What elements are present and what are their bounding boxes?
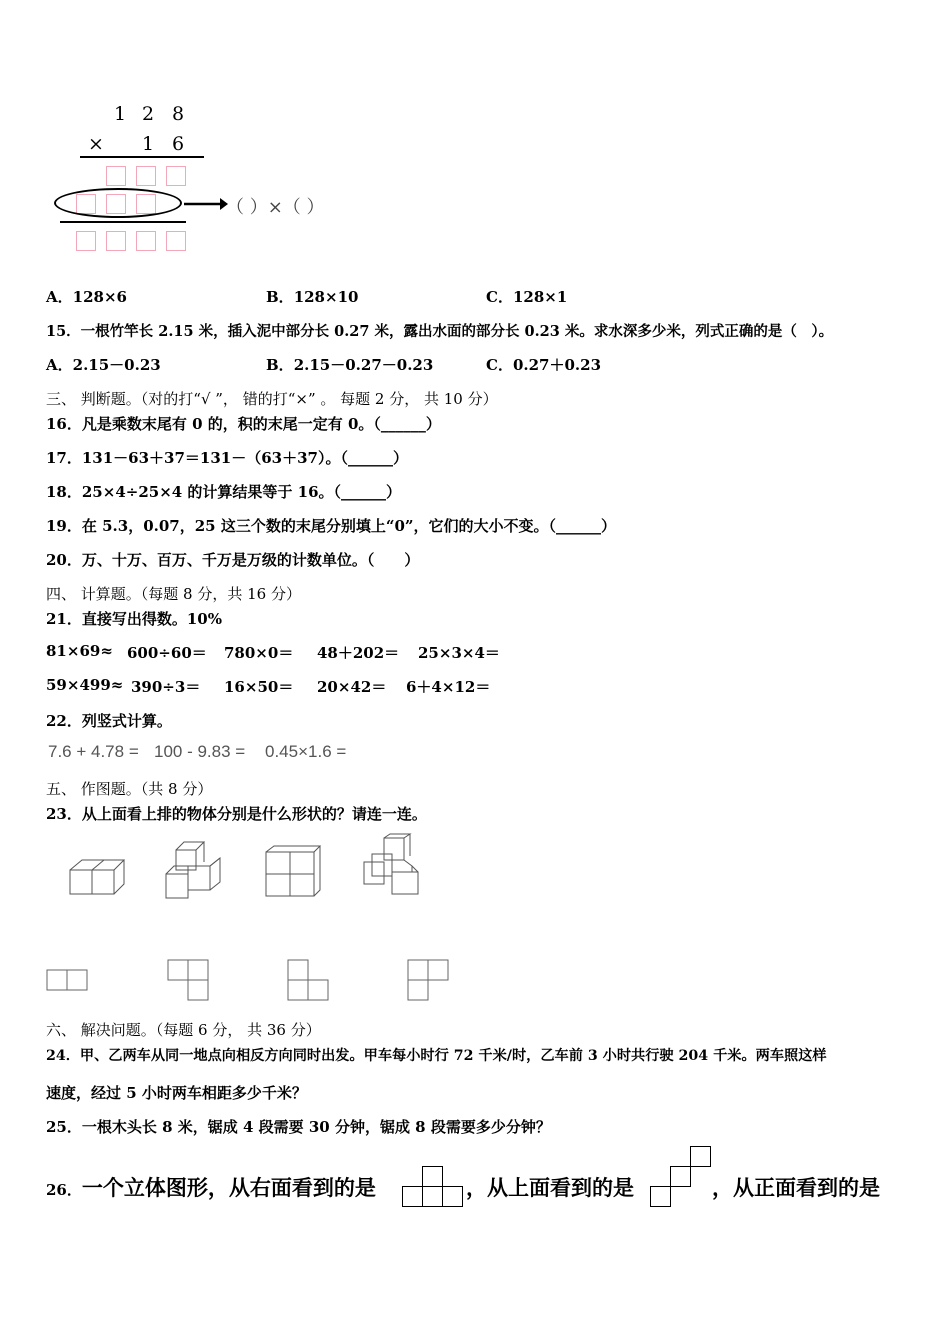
section-heading: 五、 作图题。（共 8 分） — [46, 780, 213, 798]
answer-box[interactable] — [106, 231, 126, 251]
calc-item: 16×50＝ — [224, 678, 294, 696]
answer-box[interactable] — [76, 231, 96, 251]
digit: 2 — [142, 103, 155, 125]
calc-item: 6＋4×12＝ — [406, 678, 491, 696]
option-c[interactable]: C．0.27＋0.23 — [486, 356, 602, 374]
question-25: 25．一根木头长 8 米，锯成 4 段需要 30 分钟，锯成 8 段需要多少分钟？ — [46, 1118, 551, 1136]
right-view-shape — [442, 1186, 463, 1207]
right-view-shape — [422, 1186, 443, 1207]
right-view-shape — [422, 1166, 443, 1187]
vertical-calc-expr: 7.6 + 4.78 = — [48, 742, 139, 761]
question-20: 20．万、十万、百万、千万是万级的计数单位。（ ） — [46, 551, 420, 569]
cube-figure-1 — [66, 852, 126, 900]
vertical-calc-expr: 100 - 9.83 = — [154, 742, 246, 761]
calc-item: 81×69≈ — [46, 642, 113, 660]
cube-figure-3 — [262, 842, 324, 900]
answer-box[interactable] — [136, 166, 156, 186]
option-b[interactable]: B．128×10 — [266, 288, 359, 306]
top-view-4[interactable] — [406, 958, 452, 1002]
top-view-1[interactable] — [46, 968, 92, 992]
ellipse-highlight — [54, 188, 182, 218]
question-16: 16．凡是乘数末尾有 0 的，积的末尾一定有 0。（______） — [46, 415, 441, 433]
option-b[interactable]: B．2.15－0.27－0.23 — [266, 356, 434, 374]
calc-item: 20×42＝ — [317, 678, 387, 696]
top-view-shape — [670, 1166, 691, 1187]
digit: 1 — [142, 133, 155, 155]
top-view-2[interactable] — [166, 958, 212, 1002]
question-21: 21．直接写出得数。10% — [46, 610, 223, 628]
digit: 8 — [172, 103, 185, 125]
option-a[interactable]: A．128×6 — [46, 288, 127, 306]
section-heading: 六、 解决问题。（每题 6 分， 共 36 分） — [46, 1021, 321, 1039]
answer-box[interactable] — [106, 166, 126, 186]
top-view-shape — [690, 1146, 711, 1167]
question-24-cont: 速度，经过 5 小时两车相距多少千米？ — [46, 1084, 307, 1102]
right-view-shape — [402, 1186, 423, 1207]
question-15: 15．一根竹竿长 2.15 米，插入泥中部分长 0.27 米，露出水面的部分长 0.23 米。求水深多少米，列式正确的是（ ）。 — [46, 323, 834, 340]
question-26-part2: ，从上面看到的是 — [466, 1175, 634, 1200]
section-heading: 四、 计算题。（每题 8 分，共 16 分） — [46, 585, 301, 603]
calc-item: 48＋202＝ — [317, 644, 400, 662]
calc-item: 600÷60＝ — [127, 644, 207, 662]
top-view-3[interactable] — [286, 958, 332, 1002]
calc-item: 780×0＝ — [224, 644, 294, 662]
question-26-part3: ，从正面看到的是 — [712, 1175, 880, 1200]
question-22: 22．列竖式计算。 — [46, 712, 172, 730]
times-sign: × — [88, 133, 104, 155]
cube-figure-4 — [358, 832, 426, 900]
divider-line — [60, 221, 186, 223]
question-24: 24．甲、乙两车从同一地点向相反方向同时出发。甲车每小时行 72 千米/时，乙车前 3 小时共行驶 204 千米。两车照这样 — [46, 1048, 827, 1064]
section-heading: 三、 判断题。（对的打“√ ”， 错的打“×” 。 每题 2 分， 共 10 分） — [46, 390, 498, 408]
digit: 6 — [172, 133, 185, 155]
calc-item: 59×499≈ — [46, 676, 124, 694]
question-23: 23．从上面看上排的物体分别是什么形状的？请连一连。 — [46, 805, 427, 823]
answer-box[interactable] — [166, 166, 186, 186]
option-c[interactable]: C．128×1 — [486, 288, 568, 306]
question-18: 18．25×4÷25×4 的计算结果等于 16。（______） — [46, 483, 402, 501]
calc-item: 25×3×4＝ — [418, 644, 500, 662]
arrow-icon — [184, 196, 228, 212]
question-17: 17．131－63＋37＝131－（63＋37）。（______） — [46, 449, 408, 467]
question-19: 19．在 5.3，0.07，25 这三个数的末尾分别填上“0”，它们的大小不变。（______） — [46, 517, 617, 535]
vertical-calc-expr: 0.45×1.6 = — [265, 742, 347, 761]
divider-line — [80, 156, 204, 158]
cube-figure-2 — [162, 838, 226, 902]
top-view-shape — [650, 1186, 671, 1207]
blank-parentheses: （ ）×（ ） — [226, 197, 325, 218]
answer-box[interactable] — [166, 231, 186, 251]
calc-item: 390÷3＝ — [131, 678, 201, 696]
digit: 1 — [114, 103, 127, 125]
option-a[interactable]: A．2.15－0.23 — [46, 356, 161, 374]
answer-box[interactable] — [136, 231, 156, 251]
question-26: 26．一个立体图形，从右面看到的是 — [46, 1175, 376, 1200]
